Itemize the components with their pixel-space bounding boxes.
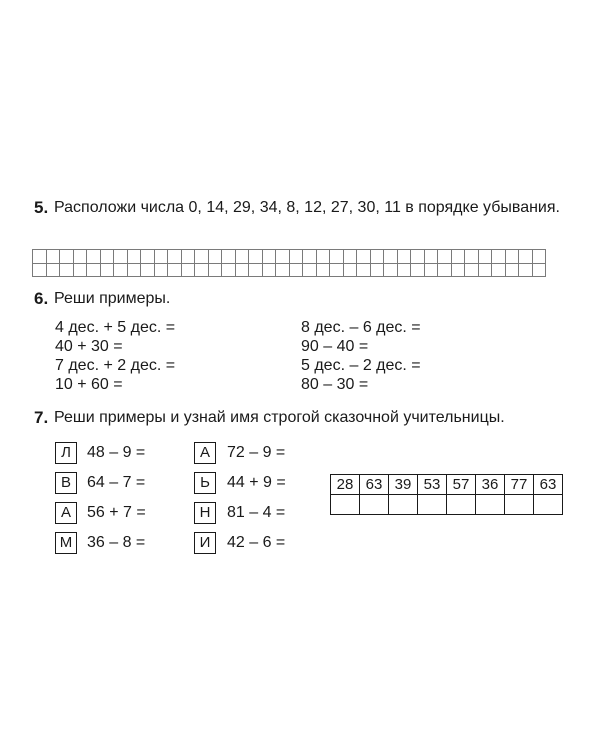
grid-cell[interactable] [492,250,506,264]
task-5-number: 5. [34,198,49,217]
grid-cell[interactable] [33,250,47,264]
letter-example: 72 – 9 = [227,444,286,461]
grid-cell[interactable] [154,250,168,264]
grid-cell[interactable] [195,263,209,277]
letter-box: Ь [194,472,216,494]
grid-cell[interactable] [492,263,506,277]
answer-numbers-row [331,475,563,495]
grid-cell[interactable] [195,250,209,264]
answer-letters-row [331,495,563,515]
grid-cell[interactable] [343,263,357,277]
grid-cell[interactable] [33,263,47,277]
task-5-text: Расположи числа 0, 14, 29, 34, 8, 12, 27, 30, 11 в порядке убывания. [54,199,560,216]
grid-cell[interactable] [249,263,263,277]
grid-cell[interactable] [100,263,114,277]
letter-box: И [194,532,216,554]
grid-cell[interactable] [303,263,317,277]
answer-letter-cell[interactable] [447,495,476,515]
grid-cell[interactable] [262,250,276,264]
task-6-number: 6. [34,289,49,308]
answer-number-cell: 63 [534,475,563,495]
grid-cell[interactable] [330,263,344,277]
letter-example: 81 – 4 = [227,504,286,521]
grid-cell[interactable] [127,250,141,264]
task-6-text: Реши примеры. [54,290,171,307]
task-6-left-example: 10 + 60 = [55,376,123,393]
grid-cell[interactable] [73,250,87,264]
letter-example: 42 – 6 = [227,534,286,551]
grid-cell[interactable] [330,250,344,264]
grid-cell[interactable] [222,263,236,277]
task-7-text: Реши примеры и узнай имя строгой сказочной учительницы. [54,409,505,426]
letter-box: А [194,442,216,464]
grid-cell[interactable] [532,250,546,264]
grid-cell[interactable] [141,263,155,277]
grid-cell[interactable] [438,263,452,277]
grid-cell[interactable] [505,250,519,264]
grid-cell[interactable] [168,250,182,264]
grid-cell[interactable] [222,250,236,264]
answer-table [330,474,563,515]
grid-row [33,250,546,264]
letter-box: А [55,502,77,524]
grid-cell[interactable] [114,250,128,264]
grid-cell[interactable] [100,250,114,264]
task-5-answer-grid [32,249,546,277]
answer-letter-cell[interactable] [476,495,505,515]
grid-cell[interactable] [532,263,546,277]
letter-box: В [55,472,77,494]
grid-cell[interactable] [451,250,465,264]
grid-cell[interactable] [289,263,303,277]
grid-cell[interactable] [424,250,438,264]
grid-cell[interactable] [208,263,222,277]
letter-example: 44 + 9 = [227,474,286,491]
grid-cell[interactable] [316,250,330,264]
grid-cell[interactable] [316,263,330,277]
grid-cell[interactable] [262,263,276,277]
grid-cell[interactable] [289,250,303,264]
task-6-left-example: 4 дес. + 5 дес. = [55,319,176,336]
grid-cell[interactable] [505,263,519,277]
grid-cell[interactable] [141,250,155,264]
letter-example: 64 – 7 = [87,474,146,491]
answer-letter-cell[interactable] [389,495,418,515]
grid-cell[interactable] [276,250,290,264]
letter-box: Л [55,442,77,464]
grid-cell[interactable] [411,263,425,277]
grid-cell[interactable] [370,263,384,277]
grid-cell[interactable] [154,263,168,277]
grid-cell[interactable] [370,250,384,264]
grid-cell[interactable] [168,263,182,277]
grid-cell[interactable] [451,263,465,277]
grid-cell[interactable] [235,263,249,277]
answer-letter-cell[interactable] [505,495,534,515]
grid-cell[interactable] [357,263,371,277]
answer-number-cell: 39 [389,475,418,495]
grid-cell[interactable] [519,263,533,277]
grid-cell[interactable] [343,250,357,264]
grid-cell[interactable] [114,263,128,277]
answer-number-cell: 57 [447,475,476,495]
grid-cell[interactable] [87,263,101,277]
letter-example: 56 + 7 = [87,504,146,521]
answer-number-cell: 63 [360,475,389,495]
grid-cell[interactable] [87,250,101,264]
answer-number-cell: 77 [505,475,534,495]
answer-letter-cell[interactable] [418,495,447,515]
answer-letter-cell[interactable] [360,495,389,515]
grid-cell[interactable] [60,250,74,264]
grid-cell[interactable] [465,250,479,264]
grid-cell[interactable] [235,250,249,264]
grid-cell[interactable] [411,250,425,264]
grid-row [33,263,546,277]
grid-cell[interactable] [384,263,398,277]
grid-cell[interactable] [478,263,492,277]
grid-cell[interactable] [424,263,438,277]
grid-cell[interactable] [438,250,452,264]
answer-number-cell: 28 [331,475,360,495]
grid-cell[interactable] [465,263,479,277]
grid-cell[interactable] [208,250,222,264]
task-6-right-example: 8 дес. – 6 дес. = [301,319,421,336]
grid-cell[interactable] [60,263,74,277]
grid-cell[interactable] [384,250,398,264]
answer-number-cell: 36 [476,475,505,495]
answer-letter-cell[interactable] [534,495,563,515]
grid-cell[interactable] [46,250,60,264]
grid-cell[interactable] [127,263,141,277]
task-6-right-example: 5 дес. – 2 дес. = [301,357,421,374]
grid-cell[interactable] [478,250,492,264]
grid-cell[interactable] [181,263,195,277]
grid-cell[interactable] [249,250,263,264]
grid-cell[interactable] [303,250,317,264]
grid-cell[interactable] [397,250,411,264]
grid-cell[interactable] [73,263,87,277]
grid-cell[interactable] [397,263,411,277]
grid-cell[interactable] [276,263,290,277]
grid-cell[interactable] [519,250,533,264]
grid-cell[interactable] [46,263,60,277]
answer-number-cell: 53 [418,475,447,495]
answer-letter-cell[interactable] [331,495,360,515]
grid-cell[interactable] [181,250,195,264]
letter-example: 48 – 9 = [87,444,146,461]
letter-example: 36 – 8 = [87,534,146,551]
grid-cell[interactable] [357,250,371,264]
task-7-number: 7. [34,408,49,427]
task-6-right-example: 90 – 40 = [301,338,369,355]
letter-box: Н [194,502,216,524]
letter-box: М [55,532,77,554]
task-6-left-example: 7 дес. + 2 дес. = [55,357,176,374]
task-6-right-example: 80 – 30 = [301,376,369,393]
task-6-left-example: 40 + 30 = [55,338,123,355]
